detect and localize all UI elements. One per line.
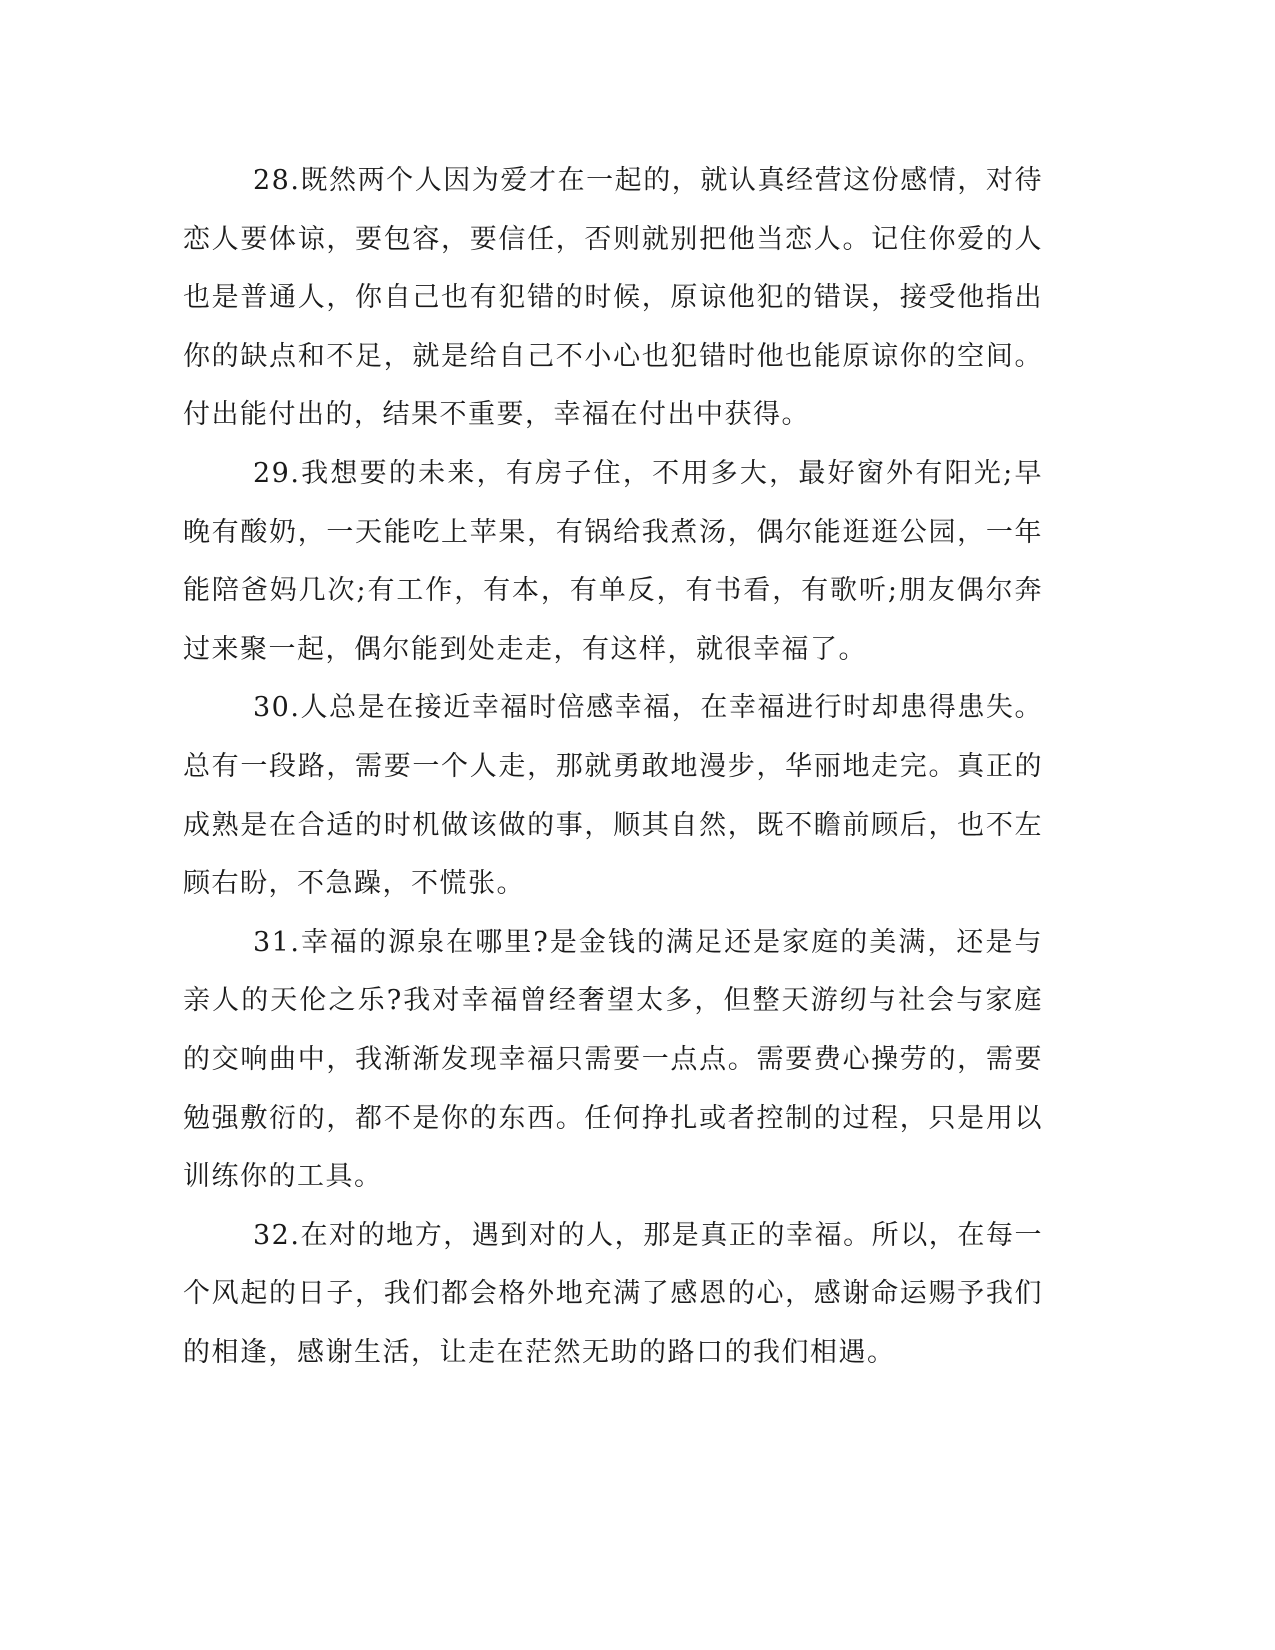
paragraph-30: 30.人总是在接近幸福时倍感幸福，在幸福进行时却患得患失。总有一段路，需要一个人走，那就勇敢地漫步，华丽地走完。真正的成熟是在合适的时机做该做的事，顺其自然，既不瞻前顾后，也不左顾右盼，不急躁，不慌张。	[183, 692, 1043, 900]
paragraph-29: 29.我想要的未来，有房子住，不用多大，最好窗外有阳光;早晚有酸奶，一天能吃上苹果，有锅给我煮汤，偶尔能逛逛公园，一年能陪爸妈几次;有工作，有本，有单反，有书看，有歌听;朋友偶尔奔过来聚一起，偶尔能到处走走，有这样，就很幸福了。	[183, 457, 1043, 665]
paragraph-32: 32.在对的地方，遇到对的人，那是真正的幸福。所以，在每一个风起的日子，我们都会格外地充满了感恩的心，感谢命运赐予我们的相逢，感谢生活，让走在茫然无助的路口的我们相遇。	[183, 1219, 1043, 1368]
paragraph-28: 28.既然两个人因为爱才在一起的，就认真经营这份感情，对待恋人要体谅，要包容，要信任，否则就别把他当恋人。记住你爱的人也是普通人，你自己也有犯错的时候，原谅他犯的错误，接受他指出你的缺点和不足，就是给自己不小心也犯错时他也能原谅你的空间。付出能付出的，结果不重要，幸福在付出中获得。	[183, 165, 1043, 431]
document-body	[183, 152, 1043, 1382]
paragraph-31: 31.幸福的源泉在哪里?是金钱的满足还是家庭的美满，还是与亲人的天伦之乐?我对幸福曾经奢望太多，但整天游纫与社会与家庭的交响曲中，我渐渐发现幸福只需要一点点。需要费心操劳的，需要勉强敷衍的，都不是你的东西。任何挣扎或者控制的过程，只是用以训练你的工具。	[183, 926, 1043, 1193]
